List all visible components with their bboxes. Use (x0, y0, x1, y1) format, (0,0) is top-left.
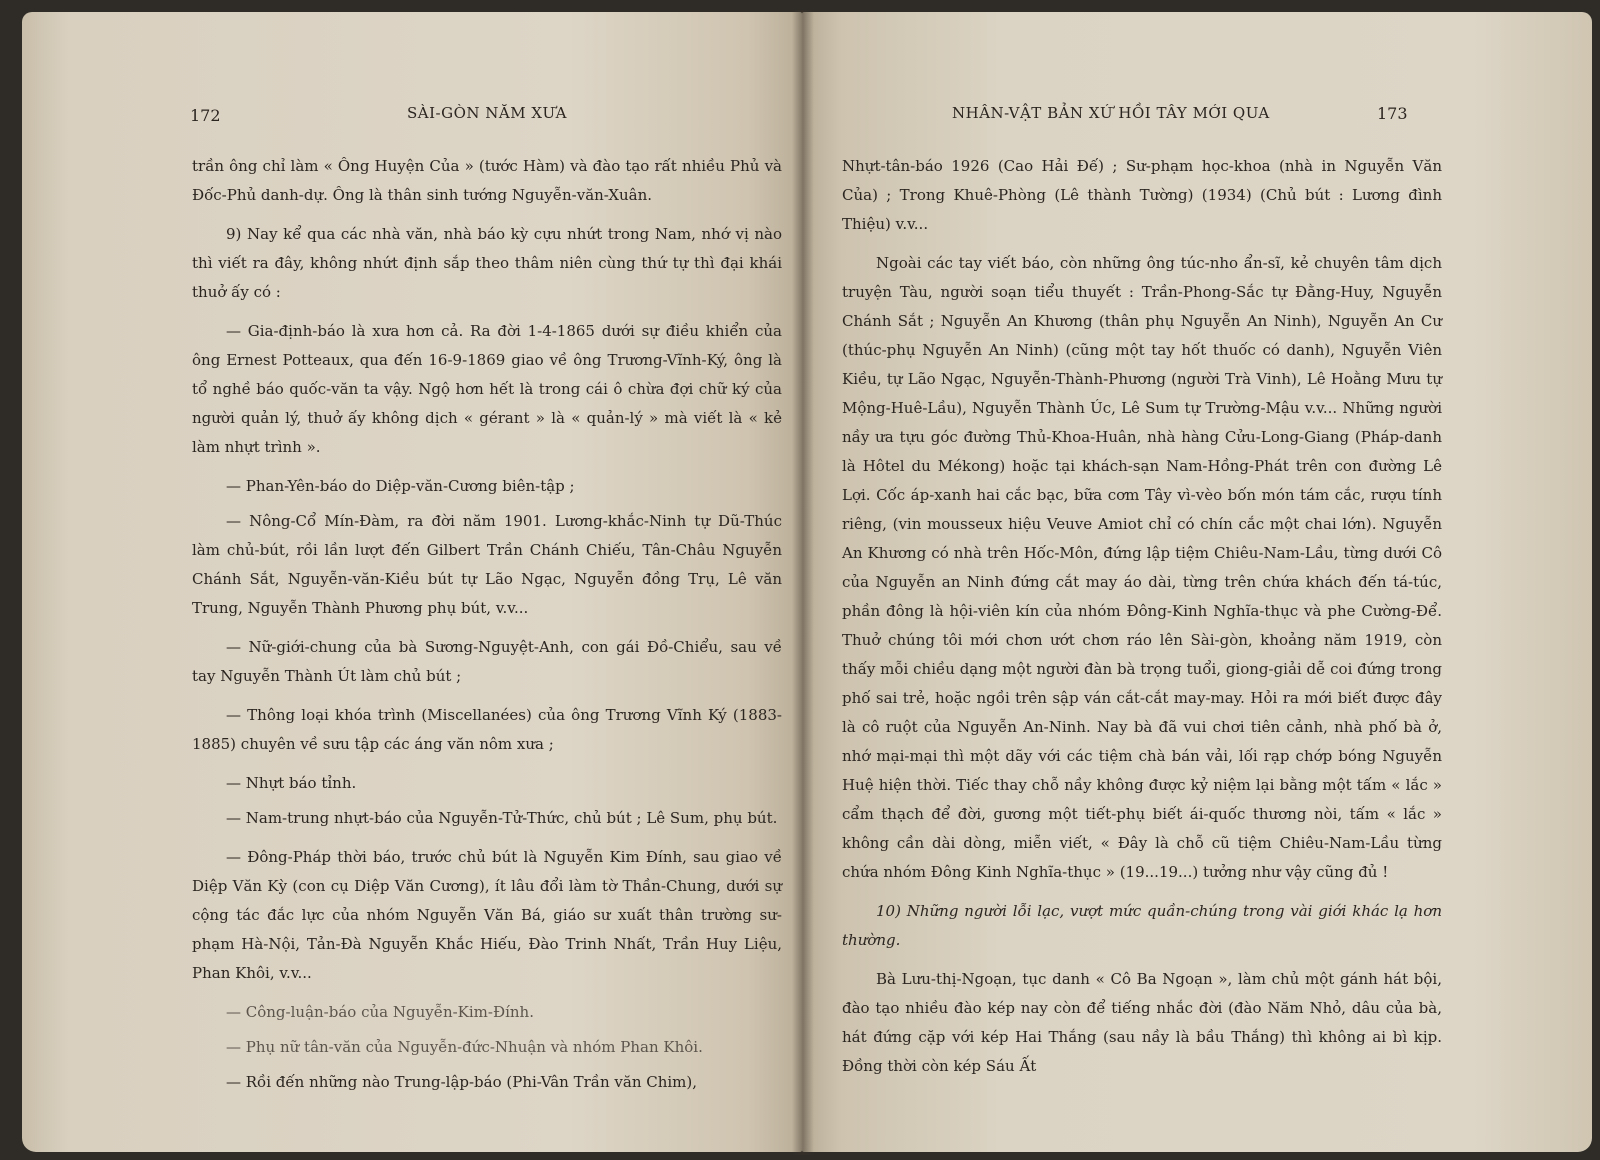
right-text-block (842, 152, 1442, 1091)
running-head-left: SÀI-GÒN NĂM XƯA (407, 104, 568, 122)
running-head-right: NHÂN-VẬT BẢN XỨ HỒI TÂY MỚI QUA (952, 104, 1270, 122)
paragraph: trần ông chỉ làm « Ông Huyện Của » (tước Hàm) và đào tạo rất nhiều Phủ và Đốc-Phủ danh-dự. Ông là thân sinh tướng Nguyễn-văn-Xuân. (192, 157, 782, 204)
page-number-right: 173 (1377, 104, 1408, 123)
page-number-left: 172 (190, 106, 221, 125)
right-page (802, 12, 1592, 1152)
paragraph: — Nhựt báo tỉnh. (226, 774, 357, 792)
paragraph: 9) Nay kể qua các nhà văn, nhà báo kỳ cựu nhứt trong Nam, nhớ vị nào thì viết ra đây, không nhứt định sắp theo thâm niên cùng thứ tự thì đại khái thuở ấy có : (192, 225, 782, 301)
paragraph: — Đông-Pháp thời báo, trước chủ bút là Nguyễn Kim Đính, sau giao về Diệp Văn Kỳ (con cụ Diệp Văn Cương), ít lâu đổi làm tờ Thần-Chung, dưới sự cộng tác đắc lực của nhóm Nguyễn Văn Bá, giáo sư xuất thân trường sư-phạm Hà-Nội, Tản-Đà Nguyễn Khắc Hiếu, Đào Trinh Nhất, Trần Huy Liệu, Phan Khôi, v.v... (192, 848, 782, 982)
paragraph: — Phụ nữ tân-văn của Nguyễn-đức-Nhuận và nhóm Phan Khôi. (226, 1038, 703, 1056)
left-page (22, 12, 802, 1152)
paragraph: Ngoài các tay viết báo, còn những ông túc-nho ẩn-sĩ, kẻ chuyên tâm dịch truyện Tàu, người soạn tiểu thuyết : Trần-Phong-Sắc tự Đằng-Huy, Nguyễn Chánh Sắt ; Nguyễn An Khương (thân phụ Nguyễn An Ninh), Nguyễn An Cư (thúc-phụ Nguyễn An Ninh) (cũng một tay hốt thuốc có danh), Nguyễn Viên Kiều, tự Lão Ngạc, Nguyễn-Thành-Phương (người Trà Vinh), Lê Hoằng Mưu tự Mộng-Huê-Lầu), Nguyễn Thành Úc, Lê Sum tự Trường-Mậu v.v... Những người nầy ưa tựu góc đường Thủ-Khoa-Huân, nhà hàng Cửu-Long-Giang (Pháp-danh là Hôtel du Mékong) hoặc tại khách-sạn Nam-Hồng-Phát trên con đường Lê Lợi. Cốc áp-xanh hai cắc bạc, bữa cơm Tây vì-vèo bốn món tám cắc, rượu tính riêng, (vin mousseux hiệu Veuve Amiot chỉ có chín cắc một chai lớn). Nguyễn An Khương có nhà trên Hốc-Môn, đứng lập tiệm Chiêu-Nam-Lầu, từng dưới Cô của Nguyễn an Ninh đứng cắt may áo dài, từng trên chứa khách đến tá-túc, phần đông là hội-viên kín của nhóm Đông-Kinh Nghĩa-thục và phe Cường-Để. Thuở chúng tôi mới chơn ướt chơn ráo lên Sài-gòn, khoảng năm 1919, còn thấy mỗi chiều dạng một người đàn bà trọng tuổi, giong-giải dễ coi đứng trong phố sai trẻ, hoặc ngồi trên sập ván cắt-cắt may-may. Hỏi ra mới biết được đây là cô ruột của Nguyễn An-Ninh. Nay bà đã vui chơi tiên cảnh, nhà phố bà ở, nhớ mại-mại thì một dãy với các tiệm chà bán vải, lối rạp chớp bóng Nguyễn Huệ hiện thời. Tiếc thay chỗ nầy không được kỷ niệm lại bằng một tấm « lắc » cẩm thạch để đời, gương một tiết-phụ biết ái-quốc thương nòi, tấm « lắc » không cần dài dòng, miễn viết, « Đây là chỗ cũ tiệm Chiêu-Nam-Lầu từng chứa nhóm Đông Kinh Nghĩa-thục » (19...19...) tưởng như vậy cũng đủ ! (842, 254, 1442, 881)
paragraph: — Thông loại khóa trình (Miscellanées) của ông Trương Vĩnh Ký (1883-1885) chuyên về sưu tập các áng văn nôm xưa ; (192, 706, 782, 753)
paragraph: — Gia-định-báo là xưa hơn cả. Ra đời 1-4-1865 dưới sự điều khiển của ông Ernest Potteaux, qua đến 16-9-1869 giao về ông Trương-Vĩnh-Ký, ông là tổ nghề báo quốc-văn ta vậy. Ngộ hơn hết là trong cái ô chừa đợi chữ ký của người quản lý, thuở ấy không dịch « gérant » là « quản-lý » mà viết là « kẻ làm nhựt trình ». (192, 322, 782, 456)
paragraph: — Rồi đến những nào Trung-lập-báo (Phi-Vân Trần văn Chim), (226, 1073, 698, 1091)
paragraph: Bà Lưu-thị-Ngoạn, tục danh « Cô Ba Ngoạn », làm chủ một gánh hát bội, đào tạo nhiều đào kép nay còn để tiếng nhắc đời (đào Năm Nhỏ, dâu của bà, hát đứng cặp với kép Hai Thắng (sau nầy là bầu Thắng) thì không ai bì kịp. Đồng thời còn kép Sáu Ất (842, 970, 1442, 1075)
paragraph: — Công-luận-báo của Nguyễn-Kim-Đính. (226, 1003, 534, 1021)
section-heading: 10) Những người lỗi lạc, vượt mức quần-chúng trong vài giới khác lạ hơn thường. (842, 902, 1442, 949)
left-text-block (192, 152, 782, 1103)
paragraph: — Nữ-giới-chung của bà Sương-Nguyệt-Anh, con gái Đồ-Chiểu, sau về tay Nguyễn Thành Út làm chủ bút ; (192, 638, 782, 685)
paragraph: — Phan-Yên-báo do Diệp-văn-Cương biên-tập ; (226, 477, 575, 495)
paragraph: Nhựt-tân-báo 1926 (Cao Hải Đế) ; Sư-phạm học-khoa (nhà in Nguyễn Văn Của) ; Trong Khuê-Phòng (Lê thành Tường) (1934) (Chủ bút : Lương đình Thiệu) v.v... (842, 157, 1442, 233)
paragraph: — Nông-Cổ Mín-Đàm, ra đời năm 1901. Lương-khắc-Ninh tự Dũ-Thúc làm chủ-bút, rồi lần lượt đến Gilbert Trần Chánh Chiếu, Tân-Châu Nguyễn Chánh Sắt, Nguyễn-văn-Kiều bút tự Lão Ngạc, Nguyễn đồng Trụ, Lê văn Trung, Nguyễn Thành Phương phụ bút, v.v... (192, 512, 782, 617)
paragraph: — Nam-trung nhựt-báo của Nguyễn-Tử-Thức, chủ bút ; Lê Sum, phụ bút. (226, 809, 778, 827)
